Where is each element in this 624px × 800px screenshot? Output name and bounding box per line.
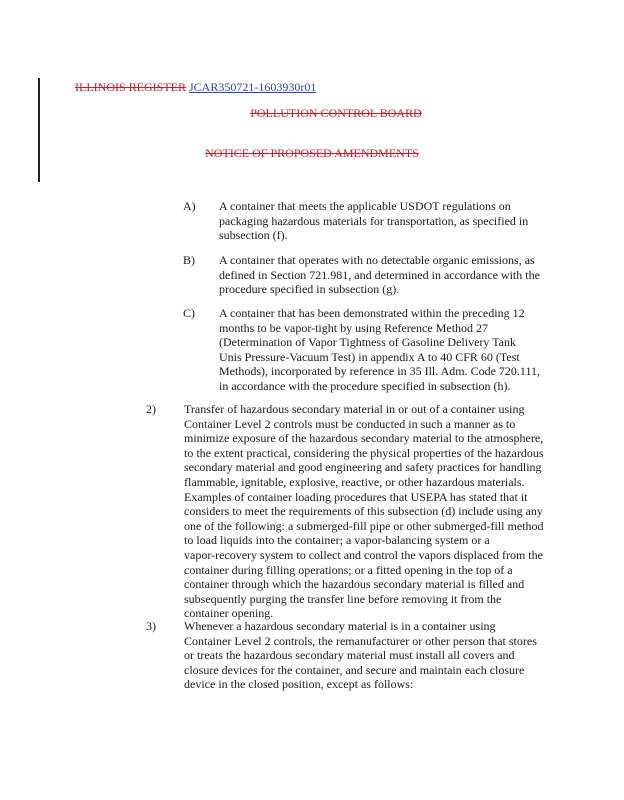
subitem-line: defined in Section 721.981, and determined in accordance with the xyxy=(219,267,540,282)
subitem-line: Methods), incorporated by reference in 35 Ill. Adm. Code 720.111, xyxy=(219,364,541,379)
subitem-line: subsection (f). xyxy=(219,228,288,243)
item-line: one of the following: a submerged-fill pipe or other submerged-fill method xyxy=(184,518,544,533)
item-line: flammable, ignitable, explosive, reactive, or other hazardous materials. xyxy=(184,474,525,489)
item-line: Container Level 2 controls must be conducted in such a manner as to xyxy=(184,416,516,431)
item-line: device in the closed position, except as follows: xyxy=(184,677,414,692)
item-line: to the extent practical, considering the physical properties of the hazardous xyxy=(184,445,544,460)
subitem-line: A container that meets the applicable USDOT regulations on xyxy=(219,199,511,213)
change-bar xyxy=(38,78,40,182)
item-line: closure devices for the container, and secure and maintain each closure xyxy=(184,662,525,677)
register-deleted-text: ILLINOIS REGISTER xyxy=(75,80,186,94)
subitem-line: in accordance with the procedure specified in subsection (h). xyxy=(219,378,511,393)
board-heading: POLLUTION CONTROL BOARD xyxy=(250,106,422,120)
item-label: 3) xyxy=(146,619,156,633)
register-inserted-text: JCAR350721-1603930r01 xyxy=(189,80,317,94)
subitem-label: A) xyxy=(183,199,196,213)
item-line: container during filling operations; or a fitted opening in the top of a xyxy=(184,562,513,577)
item-line: Container Level 2 controls, the remanufacturer or other person that stores xyxy=(184,633,537,648)
item-line: container opening. xyxy=(184,606,274,621)
item-line: subsequently purging the transfer line before removing it from the xyxy=(184,591,502,606)
item-line: considers to meet the requirements of this subsection (d) include using any xyxy=(184,504,543,519)
subitem-line: packaging hazardous materials for transportation, as specified in xyxy=(219,213,529,228)
notice-heading: NOTICE OF PROPOSED AMENDMENTS xyxy=(205,146,419,160)
subitem-line: procedure specified in subsection (g). xyxy=(219,282,400,297)
item-line: to load liquids into the container; a vapor-balancing system or a xyxy=(184,533,490,548)
item-line: secondary material and good engineering and safety practices for handling xyxy=(184,460,542,475)
item-line: minimize exposure of the hazardous secondary material to the atmosphere, xyxy=(184,431,544,446)
item-line: container through which the hazardous secondary material is filled and xyxy=(184,577,525,592)
item-line: Transfer of hazardous secondary material in or out of a container using xyxy=(184,402,525,416)
subitem-line: A container that operates with no detectable organic emissions, as xyxy=(219,253,535,267)
subitem-line: A container that has been demonstrated within the preceding 12 xyxy=(219,306,525,320)
subitem-line: Unis Pressure-Vacuum Test) in appendix A to 40 CFR 60 (Test xyxy=(219,349,520,364)
subitem-label: C) xyxy=(183,306,195,320)
item-line: Examples of container loading procedures that USEPA has stated that it xyxy=(184,489,528,504)
item-line: or treats the hazardous secondary material must install all covers and xyxy=(184,648,515,663)
item-line: Whenever a hazardous secondary material is in a container using xyxy=(184,619,496,633)
register-header xyxy=(75,80,316,94)
subitem-label: B) xyxy=(183,253,195,267)
item-line: vapor-recovery system to collect and control the vapors displaced from the xyxy=(184,547,543,562)
subitem-line: months to be vapor-tight by using Reference Method 27 xyxy=(219,320,489,335)
subitem-line: (Determination of Vapor Tightness of Gasoline Delivery Tank xyxy=(219,335,517,350)
item-label: 2) xyxy=(146,402,156,416)
